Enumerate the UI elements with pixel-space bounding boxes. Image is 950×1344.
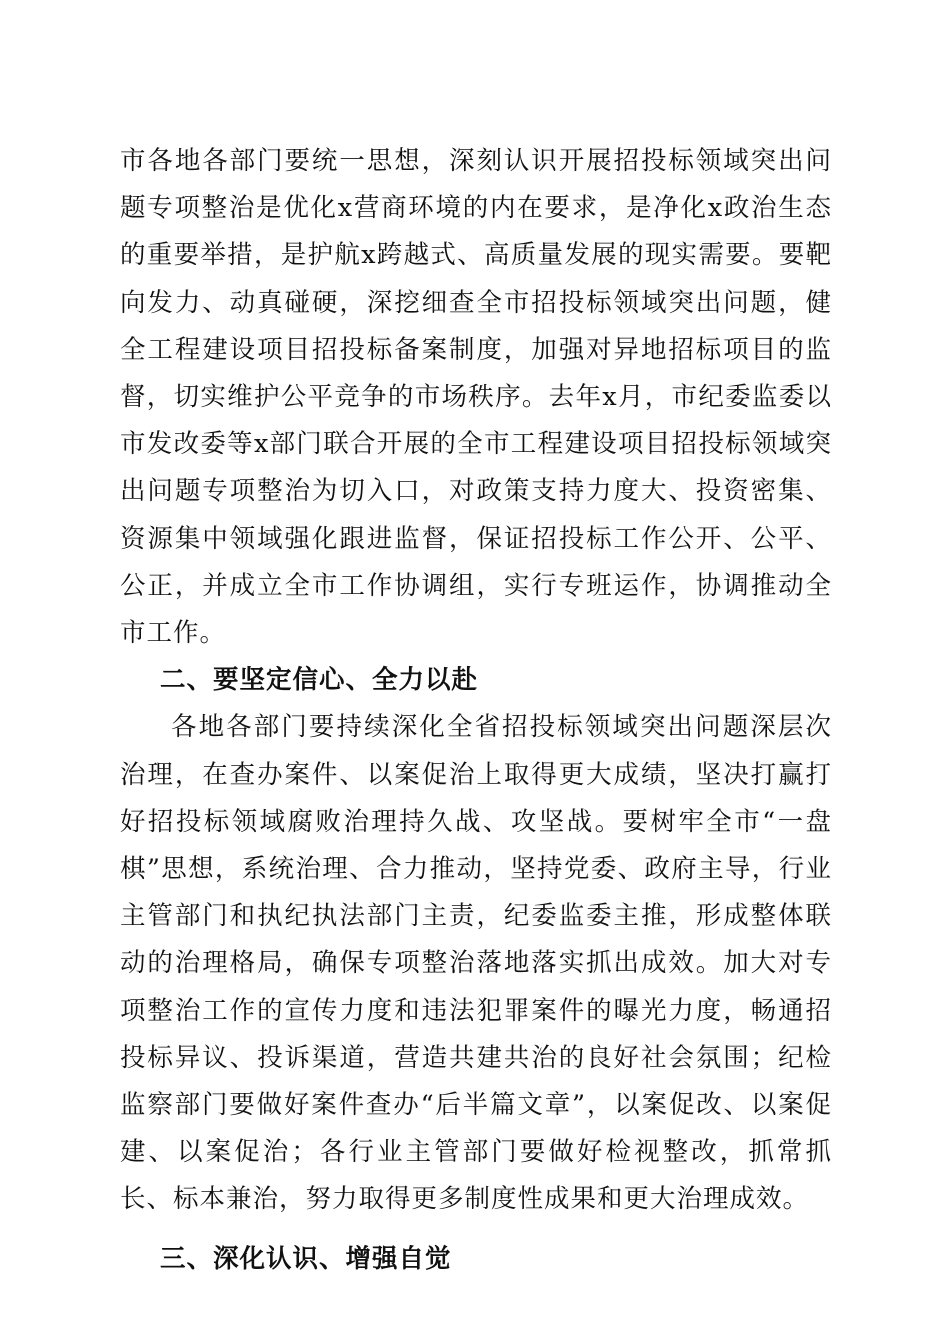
paragraph-section-two: 各地各部门要持续深化全省招投标领域突出问题深层次治理，在查办案件、以案促治上取得更大成绩，坚决打赢打好招投标领域腐败治理持久战、攻坚战。要树牢全市“一盘棋”思想，系统治理、合力推动，坚持党委、政府主导，行业主管部门和执纪执法部门主责，纪委监委主推，形成整体联动的治理格局，确保专项整治落地落实抓出成效。加大对专项整治工作的宣传力度和违法犯罪案件的曝光力度，畅通招投标异议、投诉渠道，营造共建共治的良好社会氛围；纪检监察部门要做好案件查办“后半篇文章”，以案促改、以案促建、以案促治；各行业主管部门要做好检视整改，抓常抓长、标本兼治，努力取得更多制度性成果和更大治理成效。 <box>120 712 832 1215</box>
document-body <box>120 138 832 1283</box>
section-heading-three: 三、深化认识、增强自觉 <box>160 1243 452 1274</box>
section-heading-two: 二、要坚定信心、全力以赴 <box>160 665 479 696</box>
paragraph-continuation: 市各地各部门要统一思想，深刻认识开展招投标领域突出问题专项整治是优化x营商环境的内在要求，是净化x政治生态的重要举措，是护航x跨越式、高质量发展的现实需要。要靶向发力、动真碰硬，深挖细查全市招投标领域突出问题，健全工程建设项目招投标备案制度，加强对异地招标项目的监督，切实维护公平竞争的市场秩序。去年x月，市纪委监委以市发改委等x部门联合开展的全市工程建设项目招投标领域突出问题专项整治为切入口，对政策支持力度大、投资密集、资源集中领域强化跟进监督，保证招投标工作公开、公平、公正，并成立全市工作协调组，实行专班运作，协调推动全市工作。 <box>120 146 832 649</box>
